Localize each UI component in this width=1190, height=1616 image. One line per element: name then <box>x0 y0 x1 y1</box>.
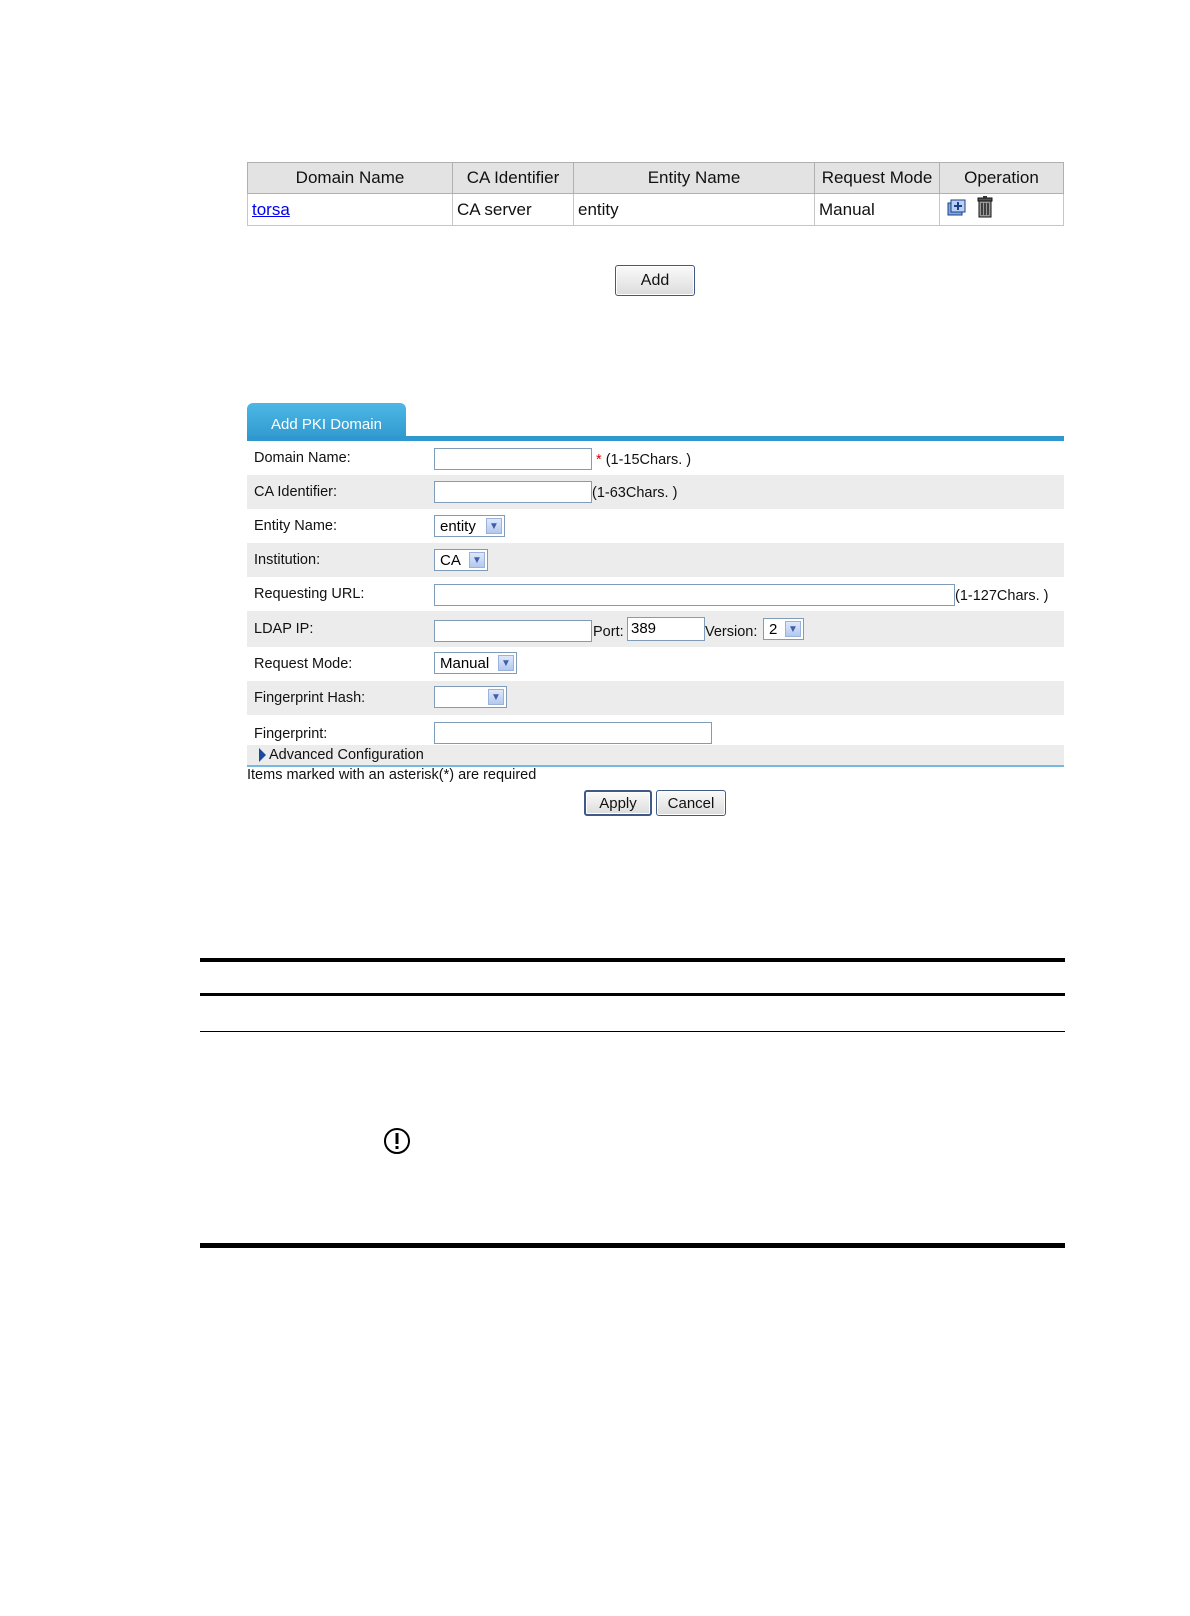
expand-triangle-icon <box>259 748 266 762</box>
caution-icon <box>383 1127 411 1155</box>
add-button[interactable]: Add <box>615 265 695 296</box>
chevron-down-icon[interactable]: ▼ <box>486 518 502 534</box>
table-row <box>248 194 1064 226</box>
entity-name-row <box>247 509 1064 543</box>
request-mode-label: Request Mode: <box>254 656 353 672</box>
cancel-button[interactable]: Cancel <box>656 790 726 816</box>
request-mode-selected: Manual <box>440 655 490 672</box>
ldap-ip-input[interactable] <box>434 620 592 642</box>
fingerprint-hash-row <box>247 681 1064 715</box>
fingerprint-hash-select[interactable] <box>434 686 507 708</box>
requesting-url-hint: (1-127Chars. ) <box>955 588 1049 604</box>
institution-selected: CA <box>440 552 461 569</box>
institution-row <box>247 543 1064 577</box>
version-label: Version: <box>705 624 758 640</box>
domain-name-hint: (1-15Chars. ) <box>605 452 692 468</box>
domain-name-label: Domain Name: <box>254 450 351 466</box>
fingerprint-input[interactable] <box>434 722 712 744</box>
domain-name-row <box>247 441 1064 475</box>
entity-name-selected: entity <box>440 518 476 535</box>
institution-label: Institution: <box>254 552 321 568</box>
table-header-row <box>248 163 1064 194</box>
requesting-url-label: Requesting URL: <box>254 586 365 602</box>
column-header: CA Identifier <box>453 163 574 194</box>
request-mode-row <box>247 647 1064 681</box>
tab-add-pki-domain[interactable]: Add PKI Domain <box>247 403 406 440</box>
entity-name-select[interactable] <box>434 515 505 537</box>
chevron-down-icon[interactable]: ▼ <box>469 552 485 568</box>
entity-name-cell: entity <box>574 194 815 226</box>
top-thick-rule <box>200 958 1065 962</box>
ca-identifier-hint: (1-63Chars. ) <box>592 485 678 501</box>
operation-cell <box>940 194 1064 226</box>
requesting-url-row <box>247 577 1064 611</box>
domain-table <box>247 162 1064 226</box>
bottom-thick-rule <box>200 1243 1065 1248</box>
request-mode-select[interactable] <box>434 652 517 674</box>
port-label: Port: <box>593 624 624 640</box>
column-header: Entity Name <box>574 163 815 194</box>
ldap-ip-label: LDAP IP: <box>254 621 314 637</box>
chevron-down-icon[interactable]: ▼ <box>488 689 504 705</box>
port-input[interactable]: 389 <box>627 617 705 641</box>
requesting-url-input[interactable] <box>434 584 955 606</box>
request-certificate-icon[interactable] <box>946 196 968 223</box>
request-mode-cell: Manual <box>815 194 940 226</box>
chevron-down-icon[interactable]: ▼ <box>785 621 801 637</box>
ca-identifier-label: CA Identifier: <box>254 484 338 500</box>
version-select[interactable] <box>763 618 804 640</box>
add-pki-domain-form <box>247 441 1064 749</box>
fingerprint-label: Fingerprint: <box>254 726 328 742</box>
domain-name-link[interactable]: torsa <box>252 199 290 219</box>
ldap-ip-row <box>247 611 1064 647</box>
domain-name-input[interactable] <box>434 448 592 470</box>
required-asterisk: * <box>596 452 602 468</box>
institution-select[interactable] <box>434 549 488 571</box>
column-header: Operation <box>940 163 1064 194</box>
second-rule <box>200 993 1065 996</box>
ca-identifier-cell: CA server <box>453 194 574 226</box>
ca-identifier-row <box>247 475 1064 509</box>
advanced-configuration-toggle[interactable] <box>247 745 1064 767</box>
advanced-configuration-label: Advanced Configuration <box>269 747 424 763</box>
fingerprint-hash-label: Fingerprint Hash: <box>254 690 366 706</box>
version-selected: 2 <box>769 621 778 638</box>
fingerprint-row <box>247 715 1064 749</box>
delete-icon[interactable] <box>977 196 993 223</box>
apply-button[interactable]: Apply <box>584 790 652 816</box>
required-note: Items marked with an asterisk(*) are required <box>247 767 537 783</box>
entity-name-label: Entity Name: <box>254 518 337 534</box>
thin-rule <box>200 1031 1065 1032</box>
column-header: Request Mode <box>815 163 940 194</box>
column-header: Domain Name <box>248 163 453 194</box>
ca-identifier-input[interactable] <box>434 481 592 503</box>
chevron-down-icon[interactable]: ▼ <box>498 655 514 671</box>
